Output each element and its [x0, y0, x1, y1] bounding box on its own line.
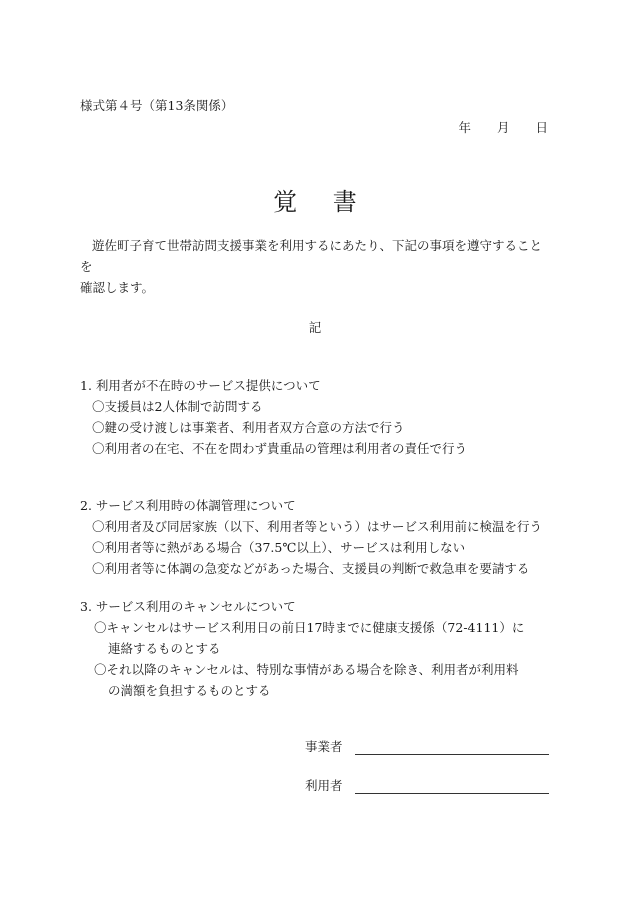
document-title: 覚 書	[273, 188, 371, 216]
intro-line-1: 遊佐町子育て世帯訪問支援事業を利用するにあたり、下記の事項を遵守することを	[80, 238, 543, 274]
form-number: 様式第４号（第13条関係）	[80, 98, 234, 113]
intro-line-2: 確認します。	[80, 280, 155, 295]
ki-heading: 記	[308, 320, 322, 335]
section-item: 〇鍵の受け渡しは事業者、利用者双方合意の方法で行う	[92, 420, 405, 435]
section-health	[80, 495, 542, 579]
intro-paragraph	[80, 235, 550, 298]
date-year-label: 年	[458, 120, 471, 135]
section-item: 〇利用者等に体調の急変などがあった場合、支援員の判断で救急車を要請する	[92, 561, 530, 576]
provider-signature-row	[305, 737, 549, 755]
date-line	[436, 118, 548, 136]
section-absence	[80, 375, 467, 459]
section-item: 〇利用者の在宅、不在を問わず貴重品の管理は利用者の責任で行う	[92, 441, 468, 456]
user-label: 利用者	[305, 778, 343, 793]
date-month-label: 月	[496, 120, 510, 135]
user-signature-line[interactable]	[355, 779, 549, 794]
section-item: 〇利用者及び同居家族（以下、利用者等という）はサービス利用前に検温を行う	[92, 519, 543, 534]
section-title: 3. サービス利用のキャンセルについて	[80, 599, 296, 614]
provider-signature-line[interactable]	[355, 740, 549, 755]
section-title: 1. 利用者が不在時のサービス提供について	[80, 378, 321, 393]
date-day-label: 日	[535, 120, 548, 135]
provider-label: 事業者	[305, 739, 343, 754]
section-item-continuation: の満額を負担するものとする	[108, 683, 271, 698]
section-item: 〇それ以降のキャンセルは、特別な事情がある場合を除き、利用者が利用料	[94, 662, 519, 677]
section-title: 2. サービス利用時の体調管理について	[80, 498, 296, 513]
section-cancel	[80, 596, 524, 701]
user-signature-row	[305, 776, 549, 794]
section-item: 〇キャンセルはサービス利用日の前日17時までに健康支援係（72-4111）に	[94, 620, 525, 635]
section-item-continuation: 連絡するものとする	[108, 641, 221, 656]
section-item: 〇利用者等に熱がある場合（37.5℃以上）、サービスは利用しない	[92, 540, 466, 555]
section-item: 〇支援員は2人体制で訪問する	[92, 399, 263, 414]
